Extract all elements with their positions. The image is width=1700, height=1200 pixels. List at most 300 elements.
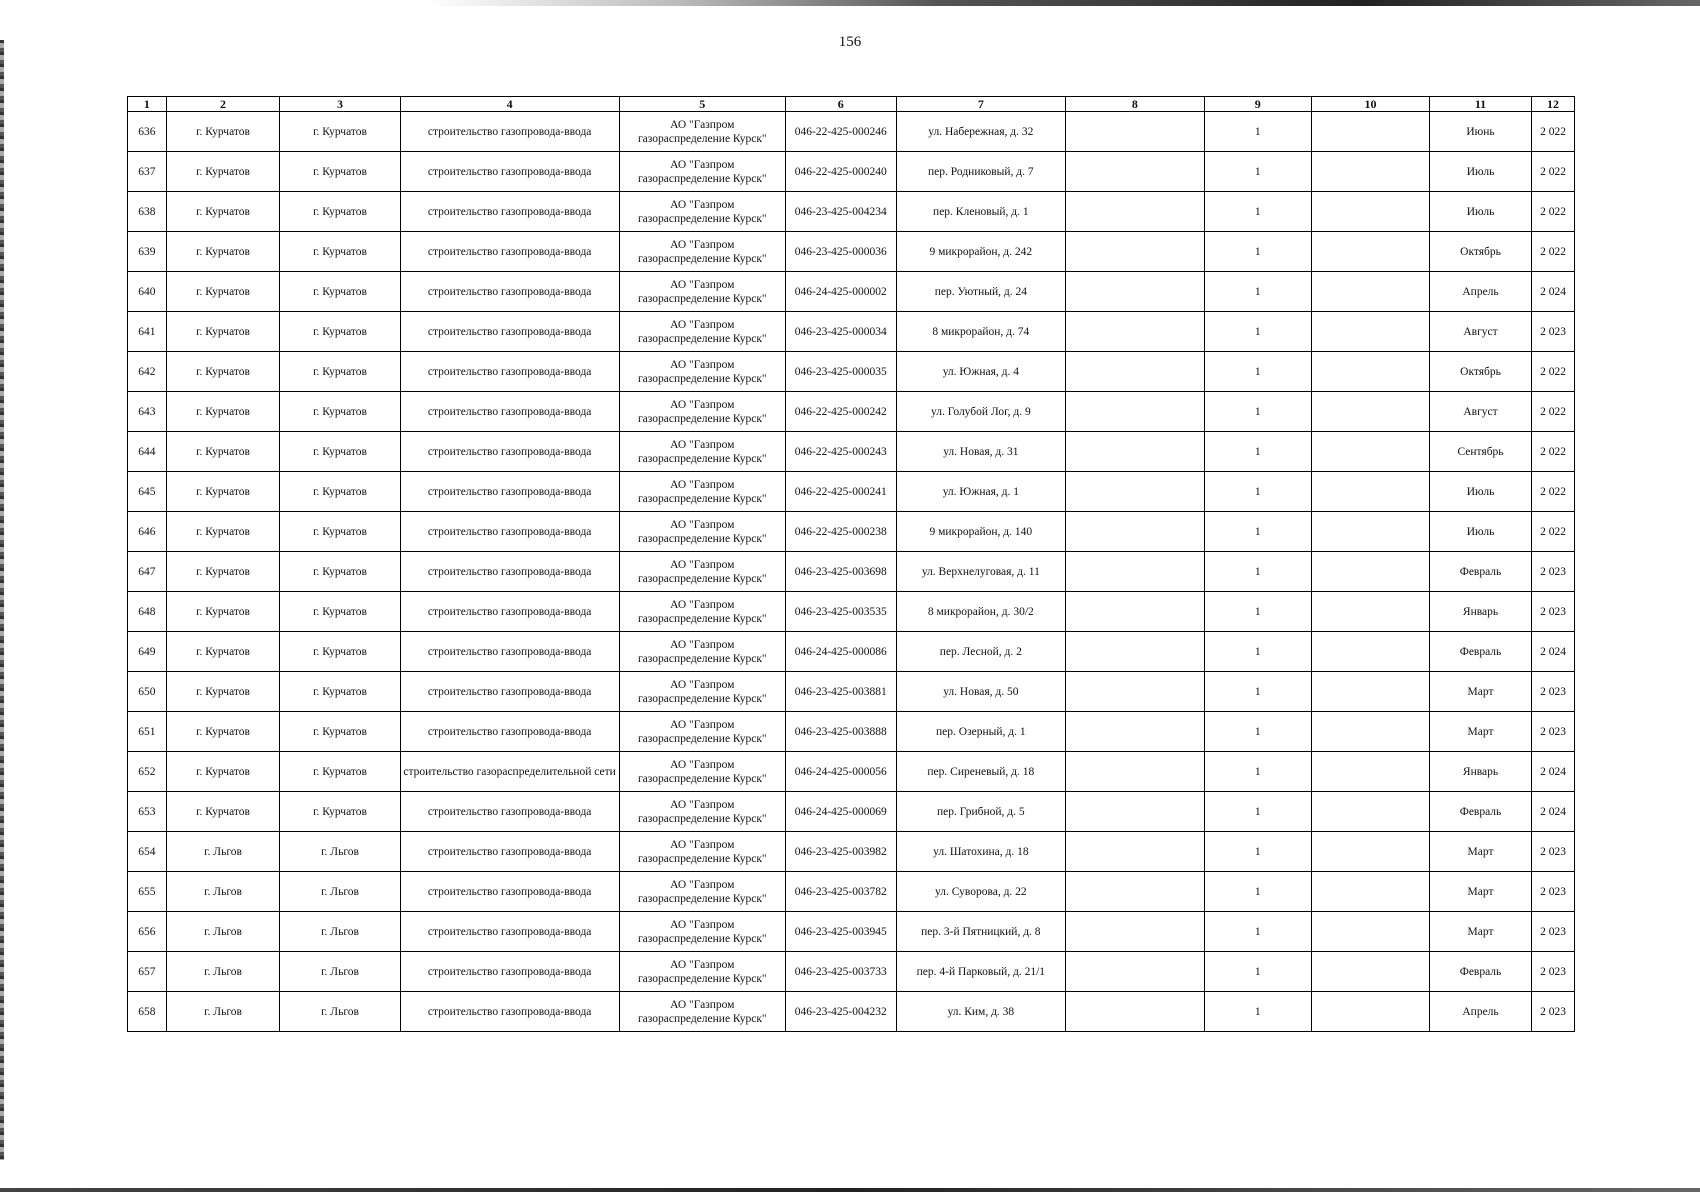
municipality-cell: г. Курчатов bbox=[166, 392, 280, 432]
row-number: 639 bbox=[128, 232, 167, 272]
table-row bbox=[128, 472, 1575, 512]
application-number-cell: 046-23-425-003698 bbox=[785, 552, 896, 592]
col-10-cell bbox=[1311, 112, 1429, 152]
address-cell: ул. Голубой Лог, д. 9 bbox=[896, 392, 1066, 432]
organization-line-1: АО "Газпром bbox=[670, 958, 735, 971]
organization-line-1: АО "Газпром bbox=[670, 518, 735, 531]
organization-line-1: АО "Газпром bbox=[670, 838, 735, 851]
application-number-cell: 046-23-425-003881 bbox=[785, 672, 896, 712]
year-cell: 2 022 bbox=[1532, 112, 1575, 152]
col-10-cell bbox=[1311, 832, 1429, 872]
col-8-cell bbox=[1066, 792, 1204, 832]
address-cell: пер. Лесной, д. 2 bbox=[896, 632, 1066, 672]
header-col-5: 5 bbox=[619, 97, 785, 112]
settlement-cell: г. Курчатов bbox=[280, 192, 400, 232]
municipality-cell: г. Льгов bbox=[166, 832, 280, 872]
table-row bbox=[128, 832, 1575, 872]
address-cell: пер. Грибной, д. 5 bbox=[896, 792, 1066, 832]
month-cell: Август bbox=[1430, 312, 1532, 352]
organization-line-2: газораспределение Курск" bbox=[637, 652, 767, 665]
quantity-cell: 1 bbox=[1204, 952, 1311, 992]
work-type-cell: строительство газопровода-ввода bbox=[400, 392, 619, 432]
organization-line-2: газораспределение Курск" bbox=[637, 892, 767, 905]
quantity-cell: 1 bbox=[1204, 912, 1311, 952]
application-number-cell: 046-23-425-003535 bbox=[785, 592, 896, 632]
application-number-cell: 046-24-425-000056 bbox=[785, 752, 896, 792]
month-cell: Июль bbox=[1430, 152, 1532, 192]
year-cell: 2 023 bbox=[1532, 592, 1575, 632]
address-cell: 9 микрорайон, д. 242 bbox=[896, 232, 1066, 272]
row-number: 648 bbox=[128, 592, 167, 632]
address-cell: ул. Новая, д. 50 bbox=[896, 672, 1066, 712]
work-type-cell: строительство газопровода-ввода bbox=[400, 672, 619, 712]
col-8-cell bbox=[1066, 152, 1204, 192]
col-8-cell bbox=[1066, 472, 1204, 512]
organization-line-2: газораспределение Курск" bbox=[637, 372, 767, 385]
header-col-4: 4 bbox=[400, 97, 619, 112]
application-number-cell: 046-23-425-004234 bbox=[785, 192, 896, 232]
work-type-cell: строительство газопровода-ввода bbox=[400, 432, 619, 472]
municipality-cell: г. Льгов bbox=[166, 872, 280, 912]
quantity-cell: 1 bbox=[1204, 112, 1311, 152]
settlement-cell: г. Курчатов bbox=[280, 392, 400, 432]
application-number-cell: 046-23-425-004232 bbox=[785, 992, 896, 1032]
organization-cell bbox=[619, 112, 785, 152]
month-cell: Июль bbox=[1430, 512, 1532, 552]
municipality-cell: г. Курчатов bbox=[166, 752, 280, 792]
address-cell: пер. Кленовый, д. 1 bbox=[896, 192, 1066, 232]
month-cell: Апрель bbox=[1430, 992, 1532, 1032]
work-type-cell: строительство газопровода-ввода bbox=[400, 632, 619, 672]
quantity-cell: 1 bbox=[1204, 432, 1311, 472]
municipality-cell: г. Курчатов bbox=[166, 232, 280, 272]
organization-line-2: газораспределение Курск" bbox=[637, 772, 767, 785]
col-8-cell bbox=[1066, 552, 1204, 592]
work-type-cell: строительство газопровода-ввода bbox=[400, 192, 619, 232]
quantity-cell: 1 bbox=[1204, 312, 1311, 352]
year-cell: 2 023 bbox=[1532, 992, 1575, 1032]
row-number: 651 bbox=[128, 712, 167, 752]
quantity-cell: 1 bbox=[1204, 512, 1311, 552]
quantity-cell: 1 bbox=[1204, 872, 1311, 912]
header-col-9: 9 bbox=[1204, 97, 1311, 112]
col-10-cell bbox=[1311, 272, 1429, 312]
table-body bbox=[128, 112, 1575, 1032]
quantity-cell: 1 bbox=[1204, 392, 1311, 432]
header-col-7: 7 bbox=[896, 97, 1066, 112]
settlement-cell: г. Курчатов bbox=[280, 632, 400, 672]
organization-line-2: газораспределение Курск" bbox=[637, 292, 767, 305]
municipality-cell: г. Курчатов bbox=[166, 312, 280, 352]
quantity-cell: 1 bbox=[1204, 632, 1311, 672]
col-10-cell bbox=[1311, 552, 1429, 592]
year-cell: 2 023 bbox=[1532, 312, 1575, 352]
organization-line-2: газораспределение Курск" bbox=[637, 452, 767, 465]
header-col-12: 12 bbox=[1532, 97, 1575, 112]
organization-line-1: АО "Газпром bbox=[670, 398, 735, 411]
address-cell: 9 микрорайон, д. 140 bbox=[896, 512, 1066, 552]
organization-cell bbox=[619, 552, 785, 592]
work-type-cell: строительство газопровода-ввода bbox=[400, 952, 619, 992]
month-cell: Март bbox=[1430, 672, 1532, 712]
municipality-cell: г. Курчатов bbox=[166, 792, 280, 832]
quantity-cell: 1 bbox=[1204, 352, 1311, 392]
organization-line-1: АО "Газпром bbox=[670, 998, 735, 1011]
table-row bbox=[128, 752, 1575, 792]
address-cell: ул. Верхнелуговая, д. 11 bbox=[896, 552, 1066, 592]
year-cell: 2 024 bbox=[1532, 752, 1575, 792]
application-number-cell: 046-24-425-000002 bbox=[785, 272, 896, 312]
organization-line-1: АО "Газпром bbox=[670, 678, 735, 691]
organization-cell bbox=[619, 712, 785, 752]
scan-edge-left bbox=[0, 40, 4, 1160]
quantity-cell: 1 bbox=[1204, 672, 1311, 712]
quantity-cell: 1 bbox=[1204, 592, 1311, 632]
settlement-cell: г. Курчатов bbox=[280, 752, 400, 792]
quantity-cell: 1 bbox=[1204, 792, 1311, 832]
col-10-cell bbox=[1311, 912, 1429, 952]
organization-cell bbox=[619, 752, 785, 792]
col-10-cell bbox=[1311, 712, 1429, 752]
address-cell: пер. Озерный, д. 1 bbox=[896, 712, 1066, 752]
application-number-cell: 046-24-425-000069 bbox=[785, 792, 896, 832]
organization-cell bbox=[619, 232, 785, 272]
table-row bbox=[128, 192, 1575, 232]
col-10-cell bbox=[1311, 672, 1429, 712]
organization-line-2: газораспределение Курск" bbox=[637, 812, 767, 825]
month-cell: Март bbox=[1430, 912, 1532, 952]
row-number: 650 bbox=[128, 672, 167, 712]
table-row bbox=[128, 792, 1575, 832]
table-row bbox=[128, 232, 1575, 272]
work-type-cell: строительство газопровода-ввода bbox=[400, 112, 619, 152]
organization-line-1: АО "Газпром bbox=[670, 878, 735, 891]
municipality-cell: г. Курчатов bbox=[166, 352, 280, 392]
month-cell: Октябрь bbox=[1430, 232, 1532, 272]
month-cell: Июль bbox=[1430, 472, 1532, 512]
table-row bbox=[128, 872, 1575, 912]
table-header bbox=[128, 97, 1575, 112]
organization-cell bbox=[619, 912, 785, 952]
organization-cell bbox=[619, 312, 785, 352]
settlement-cell: г. Курчатов bbox=[280, 232, 400, 272]
organization-cell bbox=[619, 592, 785, 632]
work-type-cell: строительство газопровода-ввода bbox=[400, 352, 619, 392]
year-cell: 2 022 bbox=[1532, 392, 1575, 432]
row-number: 654 bbox=[128, 832, 167, 872]
organization-line-2: газораспределение Курск" bbox=[637, 332, 767, 345]
organization-cell bbox=[619, 392, 785, 432]
address-cell: пер. Сиреневый, д. 18 bbox=[896, 752, 1066, 792]
settlement-cell: г. Курчатов bbox=[280, 432, 400, 472]
organization-line-2: газораспределение Курск" bbox=[637, 692, 767, 705]
year-cell: 2 023 bbox=[1532, 832, 1575, 872]
month-cell: Июнь bbox=[1430, 112, 1532, 152]
col-8-cell bbox=[1066, 992, 1204, 1032]
organization-line-1: АО "Газпром bbox=[670, 478, 735, 491]
month-cell: Март bbox=[1430, 832, 1532, 872]
page-number: 156 bbox=[838, 34, 862, 50]
settlement-cell: г. Курчатов bbox=[280, 512, 400, 552]
col-8-cell bbox=[1066, 832, 1204, 872]
settlement-cell: г. Курчатов bbox=[280, 472, 400, 512]
organization-cell bbox=[619, 432, 785, 472]
municipality-cell: г. Курчатов bbox=[166, 432, 280, 472]
work-type-cell: строительство газопровода-ввода bbox=[400, 152, 619, 192]
organization-line-2: газораспределение Курск" bbox=[637, 572, 767, 585]
col-10-cell bbox=[1311, 312, 1429, 352]
quantity-cell: 1 bbox=[1204, 552, 1311, 592]
col-10-cell bbox=[1311, 952, 1429, 992]
scan-edge-bottom bbox=[0, 1188, 1700, 1192]
row-number: 653 bbox=[128, 792, 167, 832]
header-col-6: 6 bbox=[785, 97, 896, 112]
settlement-cell: г. Курчатов bbox=[280, 152, 400, 192]
table-row bbox=[128, 392, 1575, 432]
row-number: 638 bbox=[128, 192, 167, 232]
municipality-cell: г. Льгов bbox=[166, 912, 280, 952]
work-type-cell: строительство газопровода-ввода bbox=[400, 552, 619, 592]
organization-line-2: газораспределение Курск" bbox=[637, 972, 767, 985]
application-number-cell: 046-23-425-003945 bbox=[785, 912, 896, 952]
year-cell: 2 023 bbox=[1532, 912, 1575, 952]
col-8-cell bbox=[1066, 752, 1204, 792]
table-row bbox=[128, 592, 1575, 632]
year-cell: 2 024 bbox=[1532, 632, 1575, 672]
organization-line-2: газораспределение Курск" bbox=[637, 732, 767, 745]
table-row bbox=[128, 152, 1575, 192]
col-10-cell bbox=[1311, 192, 1429, 232]
organization-cell bbox=[619, 832, 785, 872]
year-cell: 2 023 bbox=[1532, 672, 1575, 712]
municipality-cell: г. Курчатов bbox=[166, 192, 280, 232]
settlement-cell: г. Льгов bbox=[280, 992, 400, 1032]
settlement-cell: г. Курчатов bbox=[280, 712, 400, 752]
header-row bbox=[128, 97, 1575, 112]
header-col-10: 10 bbox=[1311, 97, 1429, 112]
table-row bbox=[128, 432, 1575, 472]
application-number-cell: 046-23-425-003733 bbox=[785, 952, 896, 992]
month-cell: Январь bbox=[1430, 752, 1532, 792]
table-row bbox=[128, 552, 1575, 592]
application-number-cell: 046-24-425-000086 bbox=[785, 632, 896, 672]
col-8-cell bbox=[1066, 392, 1204, 432]
organization-cell bbox=[619, 632, 785, 672]
header-col-11: 11 bbox=[1430, 97, 1532, 112]
organization-cell bbox=[619, 792, 785, 832]
row-number: 641 bbox=[128, 312, 167, 352]
table-row bbox=[128, 992, 1575, 1032]
row-number: 657 bbox=[128, 952, 167, 992]
work-type-cell: строительство газопровода-ввода bbox=[400, 272, 619, 312]
address-cell: пер. 3-й Пятницкий, д. 8 bbox=[896, 912, 1066, 952]
settlement-cell: г. Курчатов bbox=[280, 352, 400, 392]
header-col-3: 3 bbox=[280, 97, 400, 112]
col-10-cell bbox=[1311, 392, 1429, 432]
col-8-cell bbox=[1066, 432, 1204, 472]
organization-line-2: газораспределение Курск" bbox=[637, 852, 767, 865]
application-number-cell: 046-23-425-003982 bbox=[785, 832, 896, 872]
table-row bbox=[128, 632, 1575, 672]
work-type-cell: строительство газопровода-ввода bbox=[400, 912, 619, 952]
col-8-cell bbox=[1066, 672, 1204, 712]
work-type-cell: строительство газопровода-ввода bbox=[400, 312, 619, 352]
month-cell: Февраль bbox=[1430, 632, 1532, 672]
address-cell: ул. Шатохина, д. 18 bbox=[896, 832, 1066, 872]
organization-line-2: газораспределение Курск" bbox=[637, 172, 767, 185]
work-type-cell: строительство газопровода-ввода bbox=[400, 992, 619, 1032]
quantity-cell: 1 bbox=[1204, 192, 1311, 232]
work-type-cell: строительство газопровода-ввода bbox=[400, 712, 619, 752]
month-cell: Август bbox=[1430, 392, 1532, 432]
row-number: 649 bbox=[128, 632, 167, 672]
col-8-cell bbox=[1066, 272, 1204, 312]
col-10-cell bbox=[1311, 992, 1429, 1032]
organization-line-1: АО "Газпром bbox=[670, 278, 735, 291]
application-number-cell: 046-23-425-003888 bbox=[785, 712, 896, 752]
year-cell: 2 023 bbox=[1532, 552, 1575, 592]
settlement-cell: г. Льгов bbox=[280, 952, 400, 992]
row-number: 652 bbox=[128, 752, 167, 792]
quantity-cell: 1 bbox=[1204, 272, 1311, 312]
month-cell: Сентябрь bbox=[1430, 432, 1532, 472]
address-cell: ул. Новая, д. 31 bbox=[896, 432, 1066, 472]
row-number: 642 bbox=[128, 352, 167, 392]
row-number: 656 bbox=[128, 912, 167, 952]
municipality-cell: г. Курчатов bbox=[166, 472, 280, 512]
organization-line-1: АО "Газпром bbox=[670, 198, 735, 211]
organization-cell bbox=[619, 672, 785, 712]
organization-cell bbox=[619, 472, 785, 512]
application-number-cell: 046-23-425-003782 bbox=[785, 872, 896, 912]
month-cell: Февраль bbox=[1430, 792, 1532, 832]
table-row bbox=[128, 912, 1575, 952]
col-10-cell bbox=[1311, 752, 1429, 792]
organization-line-1: АО "Газпром bbox=[670, 158, 735, 171]
year-cell: 2 022 bbox=[1532, 152, 1575, 192]
year-cell: 2 022 bbox=[1532, 512, 1575, 552]
table-row bbox=[128, 312, 1575, 352]
quantity-cell: 1 bbox=[1204, 832, 1311, 872]
municipality-cell: г. Курчатов bbox=[166, 112, 280, 152]
organization-line-1: АО "Газпром bbox=[670, 758, 735, 771]
organization-line-1: АО "Газпром bbox=[670, 598, 735, 611]
year-cell: 2 022 bbox=[1532, 432, 1575, 472]
row-number: 640 bbox=[128, 272, 167, 312]
application-number-cell: 046-22-425-000238 bbox=[785, 512, 896, 552]
quantity-cell: 1 bbox=[1204, 232, 1311, 272]
col-8-cell bbox=[1066, 112, 1204, 152]
month-cell: Март bbox=[1430, 712, 1532, 752]
col-10-cell bbox=[1311, 792, 1429, 832]
month-cell: Февраль bbox=[1430, 552, 1532, 592]
address-cell: пер. 4-й Парковый, д. 21/1 bbox=[896, 952, 1066, 992]
municipality-cell: г. Курчатов bbox=[166, 272, 280, 312]
work-type-cell: строительство газопровода-ввода bbox=[400, 832, 619, 872]
col-8-cell bbox=[1066, 312, 1204, 352]
settlement-cell: г. Курчатов bbox=[280, 112, 400, 152]
quantity-cell: 1 bbox=[1204, 152, 1311, 192]
organization-cell bbox=[619, 152, 785, 192]
col-10-cell bbox=[1311, 512, 1429, 552]
settlement-cell: г. Льгов bbox=[280, 832, 400, 872]
application-number-cell: 046-23-425-000036 bbox=[785, 232, 896, 272]
application-number-cell: 046-22-425-000246 bbox=[785, 112, 896, 152]
year-cell: 2 022 bbox=[1532, 232, 1575, 272]
col-8-cell bbox=[1066, 952, 1204, 992]
col-10-cell bbox=[1311, 472, 1429, 512]
quantity-cell: 1 bbox=[1204, 752, 1311, 792]
work-type-cell: строительство газопровода-ввода bbox=[400, 472, 619, 512]
organization-line-2: газораспределение Курск" bbox=[637, 412, 767, 425]
application-number-cell: 046-22-425-000241 bbox=[785, 472, 896, 512]
year-cell: 2 022 bbox=[1532, 352, 1575, 392]
municipality-cell: г. Курчатов bbox=[166, 632, 280, 672]
col-8-cell bbox=[1066, 512, 1204, 552]
scan-edge-top bbox=[0, 0, 1700, 6]
municipality-cell: г. Курчатов bbox=[166, 592, 280, 632]
registry-table bbox=[127, 96, 1575, 1032]
quantity-cell: 1 bbox=[1204, 992, 1311, 1032]
col-10-cell bbox=[1311, 632, 1429, 672]
header-col-1: 1 bbox=[128, 97, 167, 112]
application-number-cell: 046-22-425-000242 bbox=[785, 392, 896, 432]
settlement-cell: г. Курчатов bbox=[280, 312, 400, 352]
municipality-cell: г. Курчатов bbox=[166, 552, 280, 592]
year-cell: 2 023 bbox=[1532, 872, 1575, 912]
organization-line-1: АО "Газпром bbox=[670, 118, 735, 131]
table-row bbox=[128, 952, 1575, 992]
month-cell: Март bbox=[1430, 872, 1532, 912]
row-number: 645 bbox=[128, 472, 167, 512]
settlement-cell: г. Курчатов bbox=[280, 792, 400, 832]
municipality-cell: г. Льгов bbox=[166, 992, 280, 1032]
col-10-cell bbox=[1311, 432, 1429, 472]
organization-line-2: газораспределение Курск" bbox=[637, 492, 767, 505]
col-10-cell bbox=[1311, 352, 1429, 392]
month-cell: Январь bbox=[1430, 592, 1532, 632]
col-8-cell bbox=[1066, 592, 1204, 632]
work-type-cell: строительство газопровода-ввода bbox=[400, 592, 619, 632]
address-cell: пер. Родниковый, д. 7 bbox=[896, 152, 1066, 192]
organization-cell bbox=[619, 872, 785, 912]
row-number: 636 bbox=[128, 112, 167, 152]
organization-line-2: газораспределение Курск" bbox=[637, 932, 767, 945]
organization-line-1: АО "Газпром bbox=[670, 358, 735, 371]
municipality-cell: г. Курчатов bbox=[166, 152, 280, 192]
col-8-cell bbox=[1066, 872, 1204, 912]
month-cell: Июль bbox=[1430, 192, 1532, 232]
address-cell: ул. Южная, д. 1 bbox=[896, 472, 1066, 512]
month-cell: Октябрь bbox=[1430, 352, 1532, 392]
col-8-cell bbox=[1066, 632, 1204, 672]
organization-cell bbox=[619, 952, 785, 992]
application-number-cell: 046-23-425-000035 bbox=[785, 352, 896, 392]
row-number: 647 bbox=[128, 552, 167, 592]
application-number-cell: 046-23-425-000034 bbox=[785, 312, 896, 352]
row-number: 655 bbox=[128, 872, 167, 912]
address-cell: пер. Уютный, д. 24 bbox=[896, 272, 1066, 312]
col-10-cell bbox=[1311, 592, 1429, 632]
organization-line-1: АО "Газпром bbox=[670, 318, 735, 331]
organization-line-2: газораспределение Курск" bbox=[637, 612, 767, 625]
col-8-cell bbox=[1066, 712, 1204, 752]
quantity-cell: 1 bbox=[1204, 472, 1311, 512]
col-8-cell bbox=[1066, 352, 1204, 392]
application-number-cell: 046-22-425-000243 bbox=[785, 432, 896, 472]
organization-cell bbox=[619, 192, 785, 232]
organization-cell bbox=[619, 512, 785, 552]
